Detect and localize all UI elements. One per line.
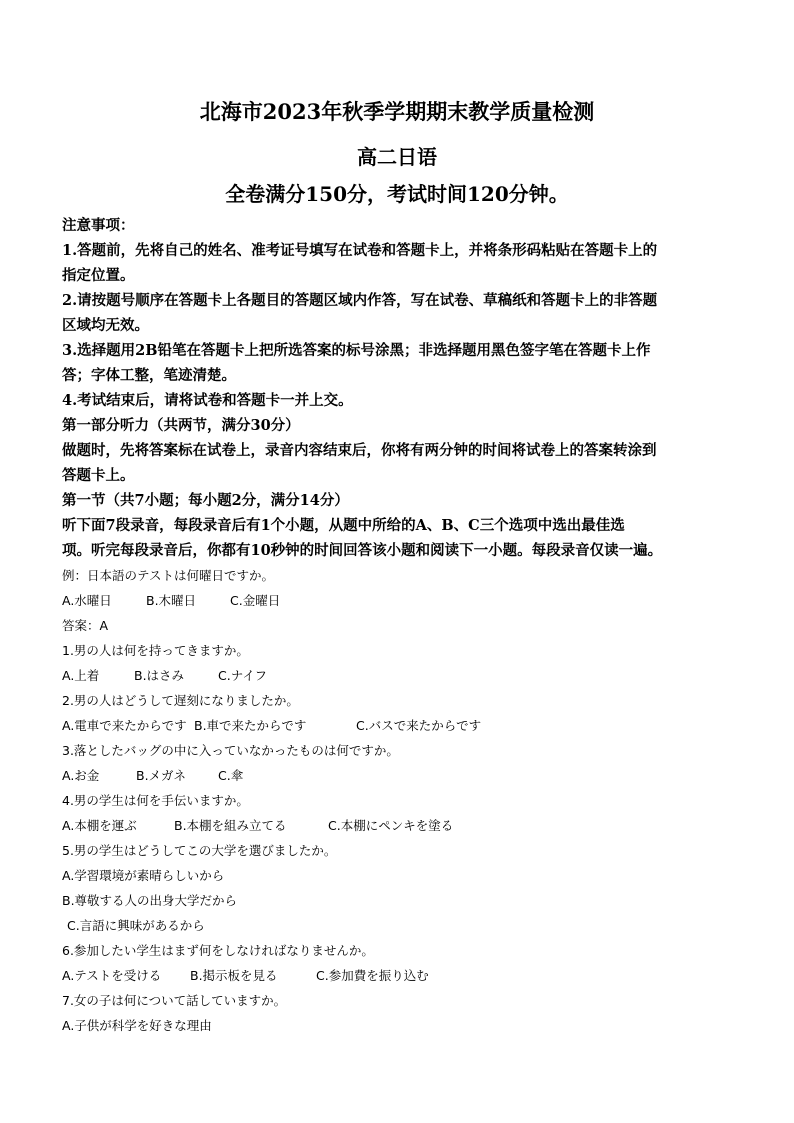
question-1-option-a: A.上着 (62, 668, 100, 683)
part1-instruction-line-2: 答题卡上。 (62, 467, 135, 484)
section1-instruction-line-2: 项。听完每段录音后，你都有10秒钟的时间回答该小题和阅读下一小题。每段录音仅读一遍。 (62, 542, 663, 559)
example-question: 例：日本語のテストは何曜日ですか。 (62, 568, 275, 583)
question-6: 6.参加したい学生はまず何をしなければなりませんか。 (62, 943, 374, 958)
question-2-option-b: B.車で来たからです (194, 718, 307, 733)
notice-heading: 注意事项： (62, 217, 135, 234)
question-5-option-a: A.学習環境が素晴らしいから (62, 868, 225, 883)
question-3-option-c: C.傘 (218, 768, 244, 783)
notice-item-1-line-2: 指定位置。 (62, 267, 135, 284)
example-option-a: A.水曜日 (62, 593, 112, 608)
notice-item-3-line-2: 答；字体工整，笔迹清楚。 (62, 367, 236, 384)
question-4-option-a: A.本棚を運ぶ (62, 818, 137, 833)
notice-item-2-line-2: 区域均无效。 (62, 317, 149, 334)
question-6-options (62, 966, 429, 984)
question-4: 4.男の学生は何を手伝いますか。 (62, 793, 249, 808)
notice-item-3-line-1: 3.选择题用2B铅笔在答题卡上把所选答案的标号涂黑；非选择题用黑色签字笔在答题卡上作 (62, 342, 651, 359)
question-2-option-a: A.電車で来たからです (62, 718, 187, 733)
exam-score-time: 全卷满分150分，考试时间120分钟。 (225, 182, 569, 206)
question-1-options (62, 666, 267, 684)
question-6-option-c: C.参加費を振り込む (316, 968, 429, 983)
part1-heading: 第一部分听力（共两节，满分30分） (62, 417, 300, 434)
example-option-c: C.金曜日 (230, 593, 281, 608)
question-5: 5.男の学生はどうしてこの大学を選びましたか。 (62, 843, 337, 858)
notice-item-4: 4.考试结束后，请将试卷和答题卡一并上交。 (62, 392, 353, 409)
example-answer: 答案：A (62, 618, 109, 633)
question-7-option-a: A.子供が科学を好きな理由 (62, 1018, 212, 1033)
exam-title: 北海市2023年秋季学期期末教学质量检测 (199, 99, 595, 124)
question-6-option-a: A.テストを受ける (62, 968, 162, 983)
question-3-option-b: B.メガネ (136, 768, 187, 783)
notice-item-1-line-1: 1.答题前，先将自己的姓名、准考证号填写在试卷和答题卡上，并将条形码粘贴在答题卡上的 (62, 242, 658, 259)
question-3-options (62, 766, 243, 784)
question-5-option-c: C.言語に興味があるから (67, 918, 205, 933)
question-6-option-b: B.掲示板を見る (190, 968, 278, 983)
question-1: 1.男の人は何を持ってきますか。 (62, 643, 249, 658)
question-2-options (62, 716, 481, 734)
question-4-option-b: B.本棚を組み立てる (174, 818, 287, 833)
question-2: 2.男の人はどうして遅刻になりましたか。 (62, 693, 299, 708)
section1-heading: 第一节（共7小题；每小题2分，满分14分） (62, 492, 349, 509)
question-1-option-b: B.はさみ (134, 668, 185, 683)
question-5-option-b: B.尊敬する人の出身大学だから (62, 893, 238, 908)
question-4-options (62, 816, 453, 834)
example-options (62, 591, 280, 609)
question-3: 3.落としたバッグの中に入っていなかったものは何ですか。 (62, 743, 399, 758)
notice-item-2-line-1: 2.请按题号顺序在答题卡上各题目的答题区域内作答，写在试卷、草稿纸和答题卡上的非答题 (62, 292, 658, 309)
question-1-option-c: C.ナイフ (218, 668, 267, 683)
question-2-option-c: C.バスで来たからです (356, 718, 482, 733)
part1-instruction-line-1: 做题时，先将答案标在试卷上，录音内容结束后，你将有两分钟的时间将试卷上的答案转涂到 (62, 442, 657, 459)
example-option-b: B.木曜日 (146, 593, 197, 608)
question-3-option-a: A.お金 (62, 768, 100, 783)
question-4-option-c: C.本棚にペンキを塗る (328, 818, 454, 833)
section1-instruction-line-1: 听下面7段录音，每段录音后有1个小题，从题中所给的A、B、C三个选项中选出最佳选 (62, 517, 625, 534)
question-7: 7.女の子は何について話していますか。 (62, 993, 287, 1008)
exam-subject: 高二日语 (357, 145, 437, 169)
